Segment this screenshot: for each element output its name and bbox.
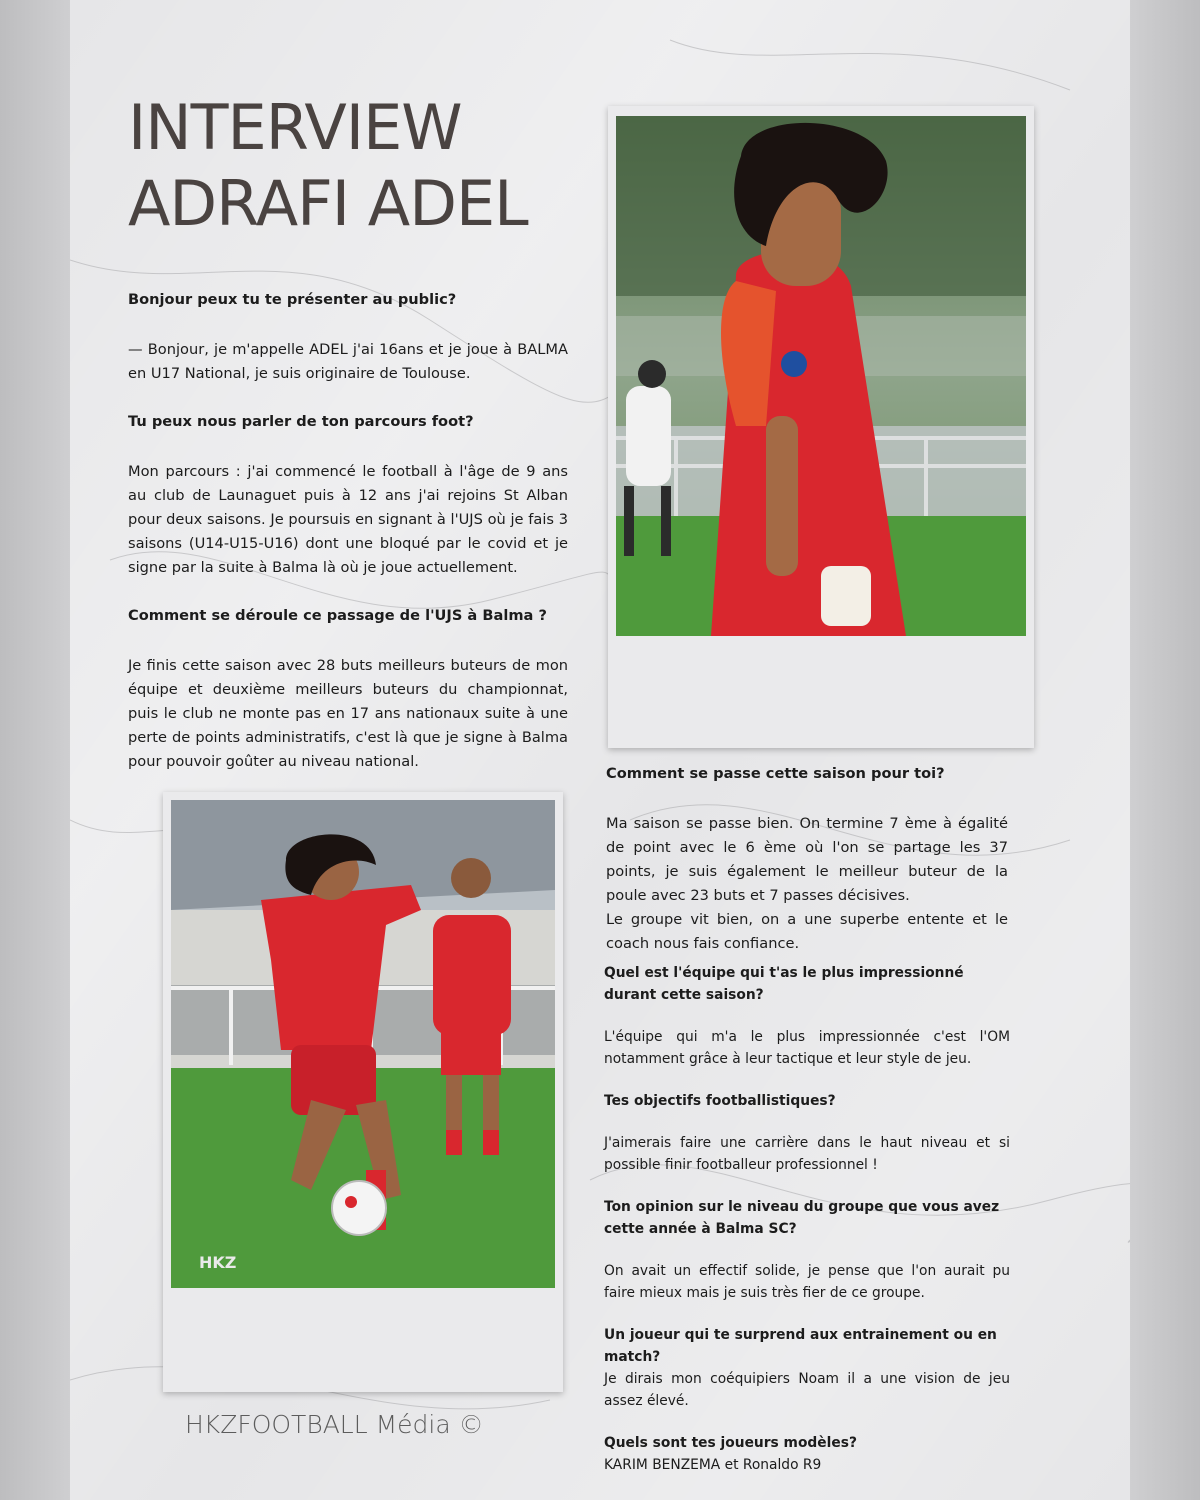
- answer-4: Ma saison se passe bien. On termine 7 ème à égalité de point avec le 6 ème où l'on se partage les 37 points, je suis également le meilleur buteur de la poule avec 23 buts et 7 passes décisives.: [606, 815, 1008, 904]
- answer-5: L'équipe qui m'a le plus impressionnée c'est l'OM notamment grâce à leur tactique et leur style de jeu.: [604, 1029, 1010, 1067]
- player-portrait-illustration: [616, 116, 1026, 636]
- question-1: Bonjour peux tu te présenter au public?: [128, 291, 457, 308]
- question-4: Comment se passe cette saison pour toi?: [606, 765, 945, 782]
- title-line-2: ADRAFI ADEL: [128, 167, 528, 240]
- media-credit: HKZFOOTBALL Média ©: [185, 1410, 484, 1439]
- magazine-page: [70, 0, 1130, 1500]
- question-3: Comment se déroule ce passage de l'UJS à Balma ?: [128, 607, 547, 624]
- question-5: Quel est l'équipe qui t'as le plus impressionné durant cette saison?: [604, 965, 964, 1003]
- left-column: [128, 288, 568, 774]
- answer-2: Mon parcours : j'ai commencé le football à l'âge de 9 ans au club de Launaguet puis à 12 ans j'ai rejoins St Alban pour deux saisons. Je poursuis en signant à l'UJS où je fais 3 saisons (U14-U15-U16) dont une bloqué par le covid et je signe par la suite à Balma là où je joue actuellement.: [128, 463, 568, 576]
- left-margin: [0, 0, 70, 1500]
- right-column-part-2: [604, 962, 1010, 1476]
- page-title: [128, 90, 528, 242]
- answer-9: KARIM BENZEMA et Ronaldo R9: [604, 1457, 822, 1473]
- title-line-1: INTERVIEW: [128, 91, 462, 164]
- player-portrait-photo: [616, 116, 1026, 636]
- answer-4-continued: Le groupe vit bien, on a une superbe entente et le coach nous fais confiance.: [606, 911, 1008, 952]
- answer-6: J'aimerais faire une carrière dans le haut niveau et si possible finir footballeur professionnel !: [604, 1135, 1010, 1173]
- answer-7: On avait un effectif solide, je pense que l'on aurait pu faire mieux mais je suis très fier de ce groupe.: [604, 1263, 1010, 1301]
- question-6: Tes objectifs footballistiques?: [604, 1093, 836, 1109]
- answer-3: Je finis cette saison avec 28 buts meilleurs buteurs de mon équipe et deuxième meilleurs buteurs du championnat, puis le club ne monte pas en 17 ans nationaux suite à une perte de points administratifs, c'est là que je signe à Balma pour pouvoir goûter au niveau national.: [128, 657, 568, 770]
- player-action-illustration: [171, 800, 555, 1288]
- photo-watermark: HKZ: [199, 1253, 237, 1272]
- player-action-photo: [171, 800, 555, 1288]
- question-7: Ton opinion sur le niveau du groupe que vous avez cette année à Balma SC?: [604, 1199, 1000, 1237]
- question-9: Quels sont tes joueurs modèles?: [604, 1435, 857, 1451]
- right-column-part-1: [606, 762, 1008, 956]
- polaroid-frame-top: [608, 106, 1034, 748]
- right-margin: [1130, 0, 1200, 1500]
- question-2: Tu peux nous parler de ton parcours foot?: [128, 413, 474, 430]
- polaroid-frame-bottom: [163, 792, 563, 1392]
- answer-8: Je dirais mon coéquipiers Noam il a une vision de jeu assez élevé.: [604, 1371, 1010, 1409]
- question-8: Un joueur qui te surprend aux entrainement ou en match?: [604, 1327, 997, 1365]
- answer-1: — Bonjour, je m'appelle ADEL j'ai 16ans et je joue à BALMA en U17 National, je suis originaire de Toulouse.: [128, 341, 568, 382]
